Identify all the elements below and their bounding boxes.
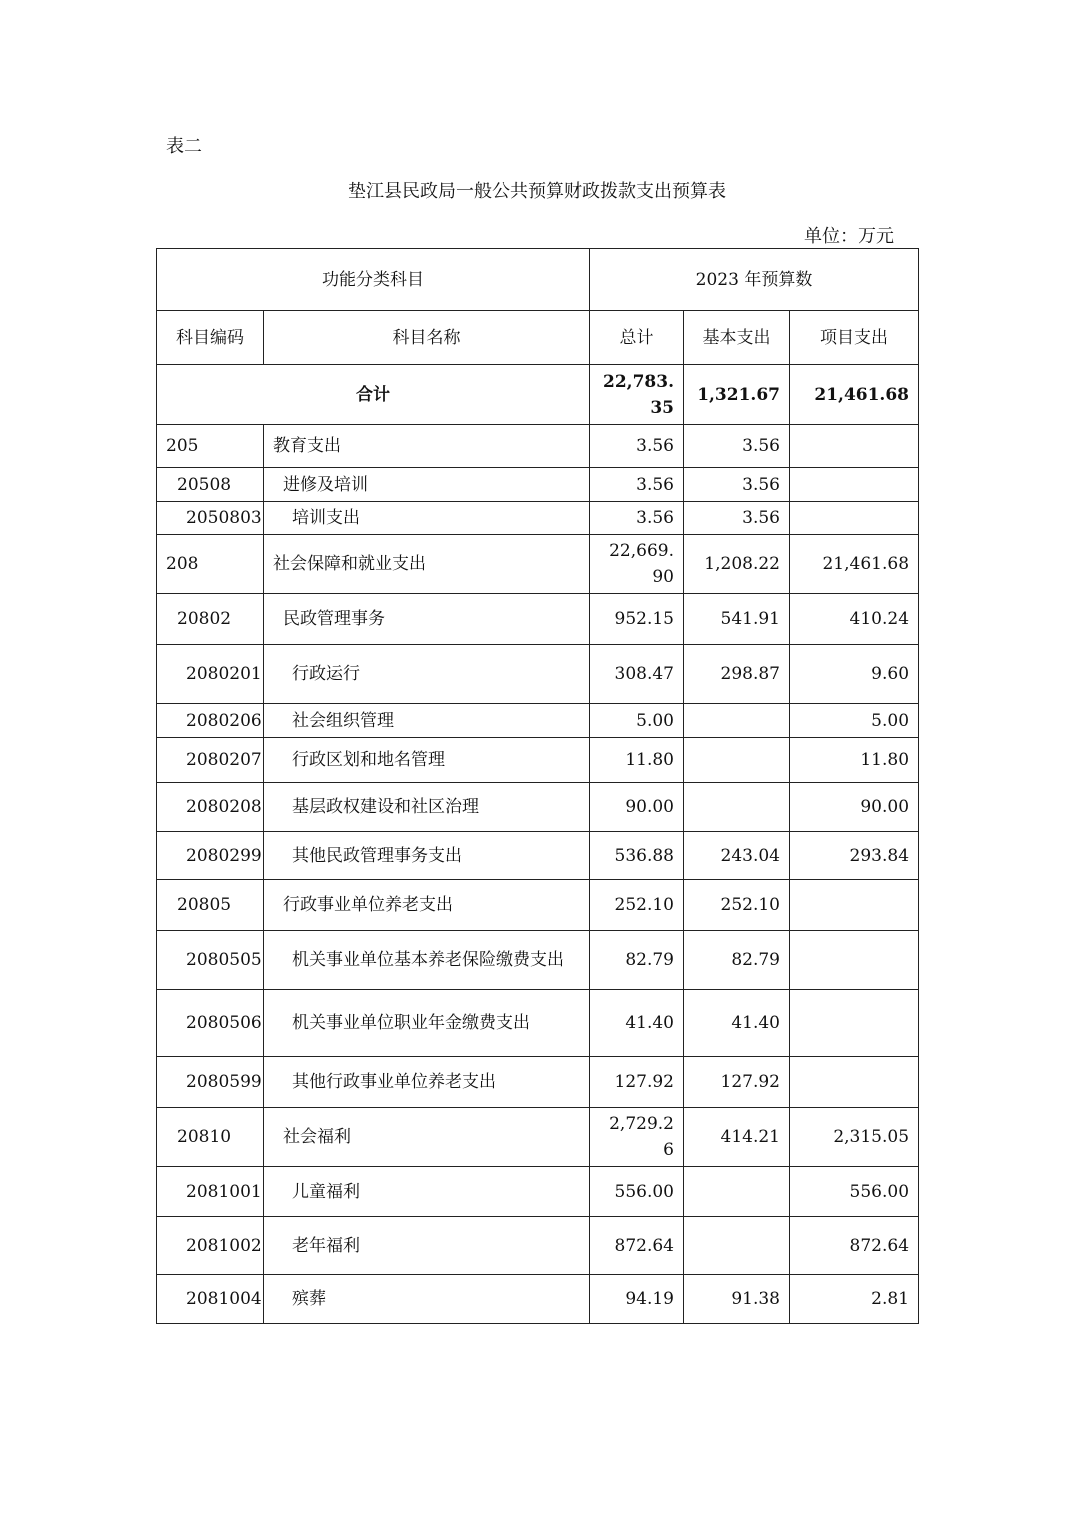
table-row bbox=[157, 931, 919, 990]
row-total: 308.47 bbox=[590, 645, 684, 704]
table-row bbox=[157, 594, 919, 645]
row-project: 9.60 bbox=[790, 645, 919, 704]
table-row bbox=[157, 1108, 919, 1167]
row-basic: 243.04 bbox=[684, 832, 790, 880]
summary-label: 合计 bbox=[157, 365, 590, 425]
row-name: 社会福利 bbox=[264, 1108, 590, 1167]
table-row bbox=[157, 468, 919, 502]
row-basic bbox=[684, 1167, 790, 1217]
row-name: 社会保障和就业支出 bbox=[264, 535, 590, 594]
table-row bbox=[157, 1275, 919, 1324]
row-name: 教育支出 bbox=[264, 425, 590, 468]
row-code: 2080201 bbox=[157, 645, 264, 704]
row-project bbox=[790, 468, 919, 502]
row-code: 20810 bbox=[157, 1108, 264, 1167]
header-budget-year: 2023 年预算数 bbox=[590, 249, 919, 311]
row-project: 90.00 bbox=[790, 783, 919, 832]
row-total: 3.56 bbox=[590, 468, 684, 502]
row-name: 进修及培训 bbox=[264, 468, 590, 502]
row-total: 82.79 bbox=[590, 931, 684, 990]
header-total: 总计 bbox=[590, 311, 684, 365]
row-project: 21,461.68 bbox=[790, 535, 919, 594]
row-name: 老年福利 bbox=[264, 1217, 590, 1275]
row-project bbox=[790, 880, 919, 931]
summary-project: 21,461.68 bbox=[790, 365, 919, 425]
row-project: 410.24 bbox=[790, 594, 919, 645]
row-total: 872.64 bbox=[590, 1217, 684, 1275]
row-total: 127.92 bbox=[590, 1057, 684, 1108]
row-project bbox=[790, 1057, 919, 1108]
row-total: 952.15 bbox=[590, 594, 684, 645]
row-basic: 127.92 bbox=[684, 1057, 790, 1108]
row-basic: 91.38 bbox=[684, 1275, 790, 1324]
row-code: 20508 bbox=[157, 468, 264, 502]
row-code: 2080206 bbox=[157, 704, 264, 738]
row-basic bbox=[684, 738, 790, 783]
table-row bbox=[157, 880, 919, 931]
table-row bbox=[157, 1057, 919, 1108]
table-row bbox=[157, 832, 919, 880]
row-project bbox=[790, 931, 919, 990]
row-project bbox=[790, 425, 919, 468]
row-total: 94.19 bbox=[590, 1275, 684, 1324]
table-row bbox=[157, 783, 919, 832]
row-total: 536.88 bbox=[590, 832, 684, 880]
table-row bbox=[157, 535, 919, 594]
row-basic bbox=[684, 1217, 790, 1275]
row-name: 民政管理事务 bbox=[264, 594, 590, 645]
row-name: 儿童福利 bbox=[264, 1167, 590, 1217]
row-project: 872.64 bbox=[790, 1217, 919, 1275]
row-name: 其他民政管理事务支出 bbox=[264, 832, 590, 880]
row-code: 2050803 bbox=[157, 502, 264, 535]
row-project: 2,315.05 bbox=[790, 1108, 919, 1167]
row-code: 205 bbox=[157, 425, 264, 468]
row-project bbox=[790, 990, 919, 1057]
row-code: 2080506 bbox=[157, 990, 264, 1057]
row-total: 2,729.26 bbox=[590, 1108, 684, 1167]
row-basic: 41.40 bbox=[684, 990, 790, 1057]
header-project: 项目支出 bbox=[790, 311, 919, 365]
row-project: 11.80 bbox=[790, 738, 919, 783]
row-basic: 82.79 bbox=[684, 931, 790, 990]
row-name: 机关事业单位职业年金缴费支出 bbox=[264, 990, 590, 1057]
row-code: 208 bbox=[157, 535, 264, 594]
row-code: 2080208 bbox=[157, 783, 264, 832]
row-name: 行政运行 bbox=[264, 645, 590, 704]
row-basic: 1,208.22 bbox=[684, 535, 790, 594]
row-project: 2.81 bbox=[790, 1275, 919, 1324]
row-basic: 3.56 bbox=[684, 502, 790, 535]
row-basic: 3.56 bbox=[684, 425, 790, 468]
summary-row bbox=[157, 365, 919, 425]
row-name: 基层政权建设和社区治理 bbox=[264, 783, 590, 832]
row-name: 行政事业单位养老支出 bbox=[264, 880, 590, 931]
row-total: 90.00 bbox=[590, 783, 684, 832]
header-category: 功能分类科目 bbox=[157, 249, 590, 311]
header-basic: 基本支出 bbox=[684, 311, 790, 365]
row-code: 2081001 bbox=[157, 1167, 264, 1217]
row-code: 2081004 bbox=[157, 1275, 264, 1324]
row-basic bbox=[684, 704, 790, 738]
row-name: 培训支出 bbox=[264, 502, 590, 535]
table-row bbox=[157, 738, 919, 783]
row-basic: 252.10 bbox=[684, 880, 790, 931]
row-project: 5.00 bbox=[790, 704, 919, 738]
row-name: 殡葬 bbox=[264, 1275, 590, 1324]
page-title: 垫江县民政局一般公共预算财政拨款支出预算表 bbox=[348, 181, 726, 202]
row-project: 293.84 bbox=[790, 832, 919, 880]
row-code: 2080599 bbox=[157, 1057, 264, 1108]
table-row bbox=[157, 425, 919, 468]
row-project: 556.00 bbox=[790, 1167, 919, 1217]
row-total: 11.80 bbox=[590, 738, 684, 783]
row-total: 22,669.90 bbox=[590, 535, 684, 594]
row-name: 行政区划和地名管理 bbox=[264, 738, 590, 783]
summary-total: 22,783.35 bbox=[590, 365, 684, 425]
row-project bbox=[790, 502, 919, 535]
row-code: 2080299 bbox=[157, 832, 264, 880]
unit-label: 单位：万元 bbox=[804, 226, 894, 247]
table-row bbox=[157, 1167, 919, 1217]
row-code: 20802 bbox=[157, 594, 264, 645]
table-row bbox=[157, 1217, 919, 1275]
summary-basic: 1,321.67 bbox=[684, 365, 790, 425]
row-basic: 541.91 bbox=[684, 594, 790, 645]
row-code: 2081002 bbox=[157, 1217, 264, 1275]
row-total: 252.10 bbox=[590, 880, 684, 931]
row-basic: 3.56 bbox=[684, 468, 790, 502]
row-total: 3.56 bbox=[590, 425, 684, 468]
row-name: 其他行政事业单位养老支出 bbox=[264, 1057, 590, 1108]
table-row bbox=[157, 990, 919, 1057]
row-code: 20805 bbox=[157, 880, 264, 931]
header-name: 科目名称 bbox=[264, 311, 590, 365]
row-total: 41.40 bbox=[590, 990, 684, 1057]
row-code: 2080207 bbox=[157, 738, 264, 783]
table-body bbox=[157, 425, 919, 1324]
row-code: 2080505 bbox=[157, 931, 264, 990]
header-code: 科目编码 bbox=[157, 311, 264, 365]
row-basic bbox=[684, 783, 790, 832]
row-basic: 414.21 bbox=[684, 1108, 790, 1167]
table-row bbox=[157, 502, 919, 535]
row-basic: 298.87 bbox=[684, 645, 790, 704]
row-name: 社会组织管理 bbox=[264, 704, 590, 738]
row-total: 3.56 bbox=[590, 502, 684, 535]
table-row bbox=[157, 704, 919, 738]
row-name: 机关事业单位基本养老保险缴费支出 bbox=[264, 931, 590, 990]
header-row-top bbox=[157, 249, 919, 311]
row-total: 5.00 bbox=[590, 704, 684, 738]
header-row-columns bbox=[157, 311, 919, 365]
table-row bbox=[157, 645, 919, 704]
budget-table bbox=[156, 248, 919, 1324]
document-label: 表二 bbox=[166, 136, 202, 157]
row-total: 556.00 bbox=[590, 1167, 684, 1217]
